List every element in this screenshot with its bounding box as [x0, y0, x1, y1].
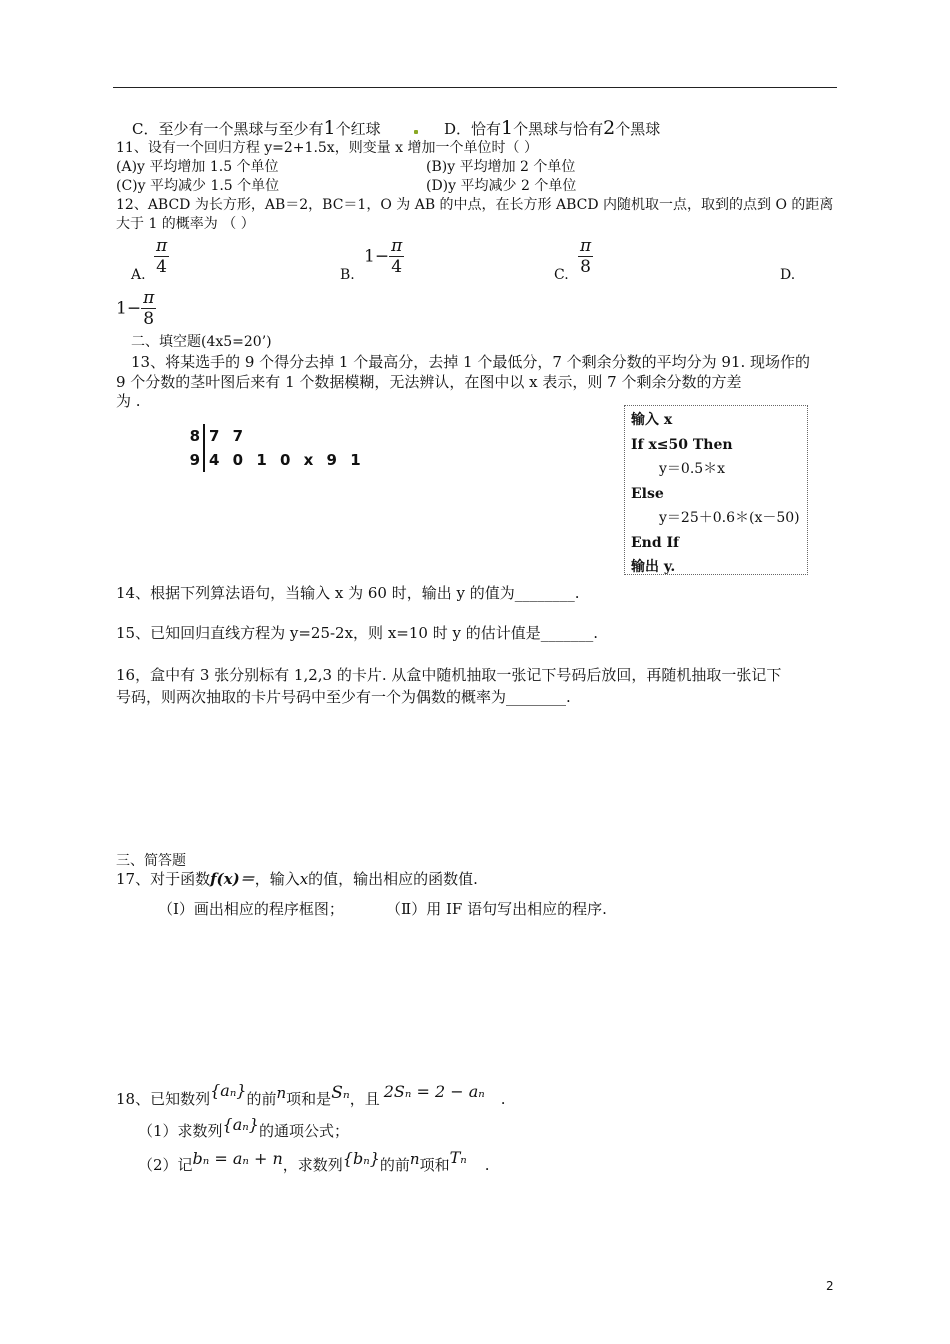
q16-line1: 16，盒中有 3 张分别标有 1,2,3 的卡片. 从盒中随机抽取一张记下号码后放回，再随机抽取一张记下: [116, 666, 782, 684]
code-line: y＝25＋0.6＊(x－50): [659, 510, 800, 526]
page-number: 2: [826, 1279, 834, 1293]
q10-option-c: C．至少有一个黑球与至少有1个红球: [132, 117, 381, 139]
code-line: 输出 y.: [631, 559, 676, 575]
q12-option-a-fraction: $\frac{\pi}{4}$: [156, 236, 168, 277]
code-line: End If: [631, 534, 680, 551]
q12-option-d-label: D.: [780, 267, 796, 283]
code-line: 输入 x: [631, 412, 673, 428]
q11-stem: 11、设有一个回归方程 y=2+1.5x，则变量 x 增加一个单位时（ ）: [116, 140, 538, 156]
q12-line2: 大于 1 的概率为 （ ）: [116, 216, 255, 232]
stem-leaf-row: 9 4 0 1 0 x 9 1: [186, 448, 365, 472]
stem-leaf-row: 8 7 7: [186, 424, 365, 448]
q18-part-1: （1）求数列{aₙ}的通项公式；: [138, 1115, 349, 1140]
code-line: Else: [631, 485, 664, 502]
q12-option-b-label: B.: [340, 267, 355, 283]
q16-line2: 号码，则两次抽取的卡片号码中至少有一个为偶数的概率为________.: [116, 688, 571, 706]
header-rule: [113, 87, 837, 88]
q12-option-c-label: C.: [554, 267, 569, 283]
code-line: y＝0.5＊x: [659, 461, 726, 477]
q11-option-d: (D)y 平均减少 2 个单位: [426, 178, 577, 194]
q14-text: 14、根据下列算法语句，当输入 x 为 60 时，输出 y 的值为________.: [116, 584, 580, 602]
algorithm-code-box: [624, 405, 808, 575]
q12-option-a-label: A.: [131, 267, 146, 283]
q10-option-d: D．恰有1个黑球与恰有2个黑球: [444, 117, 661, 139]
q12-option-c-fraction: $\frac{\pi}{8}$: [580, 236, 592, 277]
q13-line3: 为 .: [116, 392, 141, 410]
section-2-title: 二、填空题(4x5=20’): [131, 334, 272, 350]
speck-mark: [414, 130, 418, 134]
q17-part-2: （Ⅱ）用 IF 语句写出相应的程序.: [386, 900, 607, 918]
q12-line1: 12、ABCD 为长方形，AB＝2，BC＝1，O 为 AB 的中点，在长方形 ABCD 内随机取一点，取到的点到 O 的距离: [116, 197, 834, 213]
q12-option-d-expr: 1− $\frac{\pi}{8}$: [116, 288, 155, 329]
q11-option-b: (B)y 平均增加 2 个单位: [426, 159, 576, 175]
section-3-title: 三、简答题: [116, 853, 186, 869]
q11-option-a: (A)y 平均增加 1.5 个单位: [116, 159, 279, 175]
q18-part-2: （2）记bₙ = aₙ + n，求数列{bₙ}的前n项和Tₙ .: [138, 1148, 490, 1174]
q12-option-b-expr: 1− $\frac{\pi}{4}$: [364, 236, 403, 277]
code-line: If x≤50 Then: [631, 436, 733, 453]
q18-stem: 18、已知数列{aₙ}的前n项和是Sₙ，且 2Sₙ = 2 − aₙ .: [116, 1081, 506, 1108]
q13-line2: 9 个分数的茎叶图后来有 1 个数据模糊，无法辨认，在图中以 x 表示，则 7 个剩余分数的方差: [116, 373, 742, 391]
q17-stem: 17、对于函数f(x)＝，输入x的值，输出相应的函数值.: [116, 870, 478, 888]
stem-leaf-plot: [186, 424, 365, 472]
q17-part-1: （Ⅰ）画出相应的程序框图；: [158, 900, 344, 918]
q13-line1: 13、将某选手的 9 个得分去掉 1 个最高分，去掉 1 个最低分，7 个剩余分数的平均分为 91. 现场作的: [131, 353, 811, 371]
q11-option-c: (C)y 平均减少 1.5 个单位: [116, 178, 280, 194]
q15-text: 15、已知回归直线方程为 y=25-2x，则 x=10 时 y 的估计值是_______.: [116, 624, 598, 642]
